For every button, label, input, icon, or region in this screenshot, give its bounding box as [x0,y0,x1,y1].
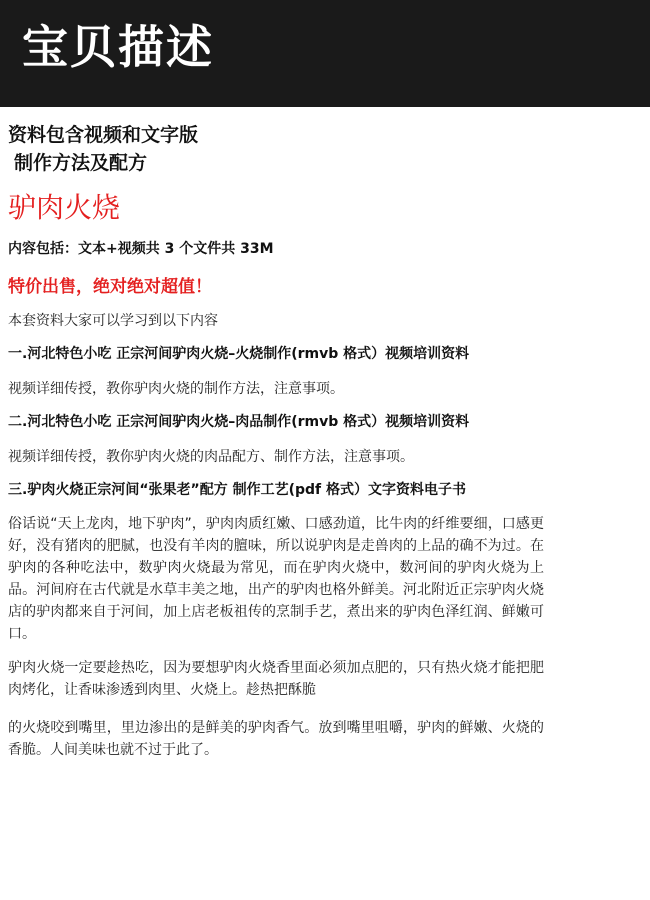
intro-line-2: 制作方法及配方 [14,152,148,174]
body-paragraph-1: 俗话说“天上龙肉，地下驴肉”，驴肉肉质红嫩、口感劲道，比牛肉的纤维要细，口感更好，没有猪肉的肥腻，也没有羊肉的膻味，所以说驴肉是走兽肉的上品的确不为过。在驴肉的各种吃法中，数驴肉火烧最为常见，而在驴肉火烧中，数河间的驴肉火烧为上品。河间府在古代就是水草丰美之地，出产的驴肉也格外鲜美。河北附近正宗驴肉火烧店的驴肉都来自于河间，加上店老板祖传的烹制手艺，煮出来的驴肉色泽红润、鲜嫩可口。 [8,516,544,642]
contents-summary: 内容包括：文本+视频共 3 个文件共 33M [8,241,274,257]
section-desc-2: 视频详细传授，教你驴肉火烧的肉品配方、制作方法，注意事项。 [8,449,414,465]
section-title-2: 二.河北特色小吃 正宗河间驴肉火烧–肉品制作(rmvb 格式）视频培训资料 [8,414,470,430]
body-paragraph-3: 的火烧咬到嘴里，里边渗出的是鲜美的驴肉香气。放到嘴里咀嚼，驴肉的鲜嫩、火烧的香脆。人间美味也就不过于此了。 [8,720,544,758]
section-title-3: 三.驴肉火烧正宗河间“张果老”配方 制作工艺(pdf 格式）文字资料电子书 [8,482,466,498]
header-bar [0,0,650,107]
intro-line-1: 资料包含视频和文字版 [8,124,199,146]
section-desc-1: 视频详细传授，教你驴肉火烧的制作方法，注意事项。 [8,381,344,397]
body-paragraph-2: 驴肉火烧一定要趁热吃，因为要想驴肉火烧香里面必须加点肥的，只有热火烧才能把肥肉烤化，让香味渗透到肉里、火烧上。趁热把酥脆 [8,660,544,698]
product-title: 驴肉火烧 [8,191,121,224]
section-title-1: 一.河北特色小吃 正宗河间驴肉火烧–火烧制作(rmvb 格式）视频培训资料 [8,346,470,362]
learn-intro: 本套资料大家可以学习到以下内容 [8,313,218,329]
promo-text: 特价出售，绝对绝对超值！ [8,277,212,297]
description-content [0,107,650,761]
page-title: 宝贝描述 [22,20,214,74]
